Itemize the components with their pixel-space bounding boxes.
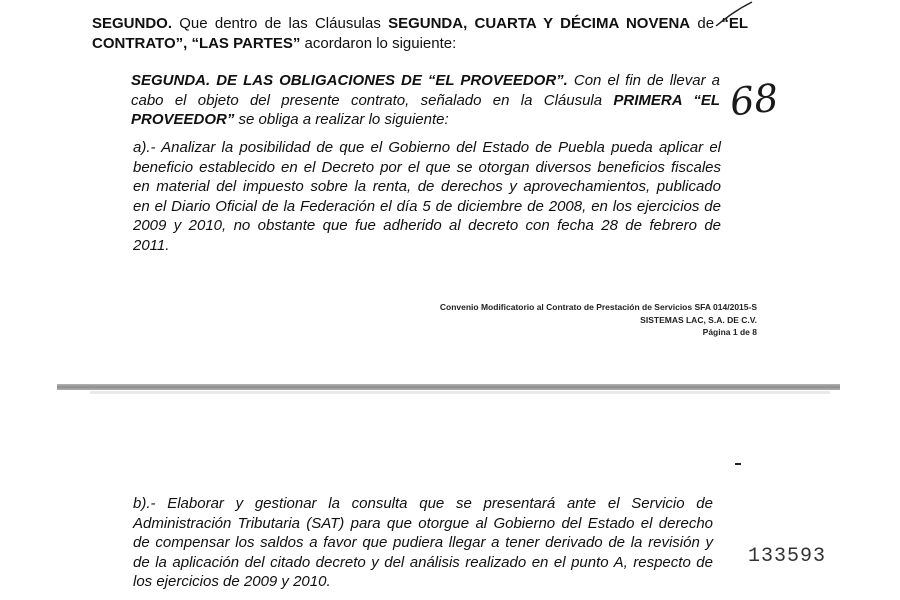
segundo-el: “EL (721, 15, 748, 32)
segundo-line-1 (92, 14, 748, 34)
paragraph-item-a (133, 138, 721, 255)
handwritten-folio: 68 (727, 75, 781, 125)
item-a-line: beneficio establecido en el Decreto por el que se otorgan diversos beneficios fiscales (133, 158, 721, 176)
item-b-line: los ejercicios de 2009 y 2010. (133, 573, 331, 590)
item-b-line: de compensar los saldos a favor que pudiera llegar a tener derivado de la revisión y (133, 534, 713, 551)
item-b-line: de la aplicación del citado decreto y del análisis realizado en el punto A, respecto de (133, 553, 713, 571)
item-a-line: 2011. (133, 236, 170, 254)
ink-dot (735, 463, 741, 465)
footer-contract-ref: Convenio Modificatorio al Contrato de Prestación de Servicios SFA 014/2015-S (439, 302, 757, 312)
segundo-de: de (690, 15, 722, 32)
page-footer (440, 301, 757, 339)
clause-text-1: Con el fin de llevar a cabo el objeto del presente contrato, señalado en la Cláusula (131, 72, 720, 109)
clause-text-2: se obliga a realizar lo siguiente: (234, 111, 449, 128)
item-b-line: b).- Elaborar y gestionar la consulta que se presentará ante el Servicio de (133, 495, 713, 512)
page-break-divider (57, 384, 840, 390)
paragraph-segundo (92, 14, 748, 53)
segundo-line-2 (92, 34, 748, 54)
page-break-shadow (90, 391, 830, 394)
paragraph-clause-segunda (131, 71, 720, 130)
item-a-line: 2009 y 2010, no obstante que fue adherido al decreto con fecha 28 de febrero de (133, 217, 721, 234)
item-b-line: Administración Tributaria (SAT) para que otorgue al Gobierno del Estado el derecho (133, 514, 713, 532)
paragraph-item-b (133, 494, 713, 592)
segundo-text-2: acordaron lo siguiente: (300, 34, 457, 52)
stamp-number: 133593 (748, 545, 827, 568)
segundo-parties: CONTRATO”, “LAS PARTES” (92, 34, 301, 52)
item-a-line: a).- Analizar la posibilidad de que el Gobierno del Estado de Puebla pueda aplicar el (133, 139, 721, 156)
segundo-text-1: Que dentro de las Cláusulas (172, 15, 389, 32)
clause-heading: SEGUNDA. DE LAS OBLIGACIONES DE “EL PROVEEDOR”. (131, 72, 568, 89)
footer-company: SISTEMAS LAC, S.A. DE C.V. (640, 314, 757, 325)
pen-stroke-icon (714, 0, 754, 28)
clause-primera: PRIMERA “EL PROVEEDOR” (131, 91, 720, 128)
segundo-label: SEGUNDO. (92, 15, 173, 32)
item-a-line: en el Diario Oficial de la Federación el día 5 de diciembre de 2008, en los ejercicios de (133, 197, 721, 215)
segundo-clauses: SEGUNDA, CUARTA Y DÉCIMA NOVENA (388, 15, 691, 32)
item-a-line: en material del impuesto sobre la renta, de derechos y aprovechamientos, publicado (133, 178, 721, 195)
footer-page-number: Página 1 de 8 (702, 327, 757, 337)
